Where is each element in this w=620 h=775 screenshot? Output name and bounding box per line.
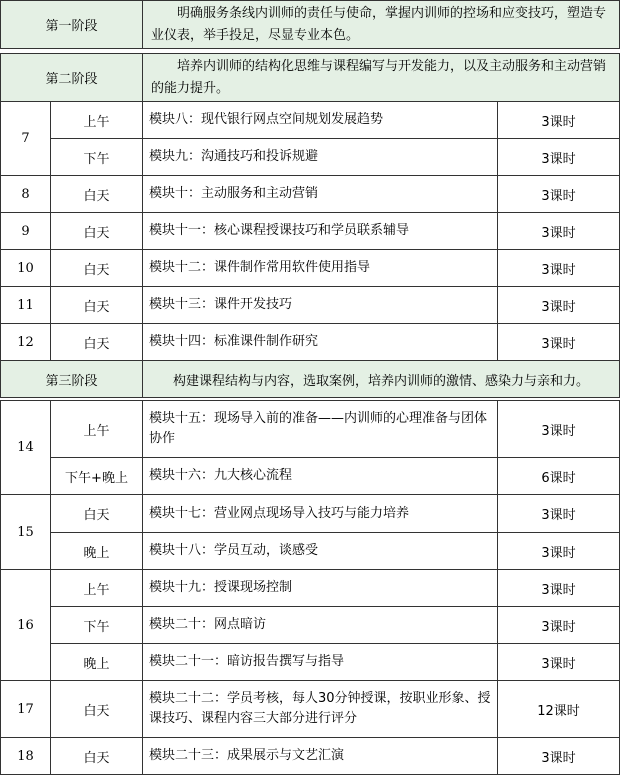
stage-description: 构建课程结构与内容，选取案例，培养内训师的激情、感染力与亲和力。: [143, 361, 620, 398]
day-cell: 12: [1, 324, 51, 361]
stage-name: 第三阶段: [1, 361, 143, 398]
module-cell: 模块十三：课件开发技巧: [143, 287, 498, 324]
time-cell: 下午: [51, 607, 143, 644]
module-cell: 模块十六：九大核心流程: [143, 458, 498, 495]
day-cell: 11: [1, 287, 51, 324]
module-cell: 模块十九：授课现场控制: [143, 570, 498, 607]
table-row: [1, 495, 620, 533]
table-row: [1, 176, 620, 213]
table-row: [1, 607, 620, 644]
time-cell: 晚上: [51, 644, 143, 681]
day-cell: 10: [1, 250, 51, 287]
day-cell: 15: [1, 495, 51, 570]
time-cell: 白天: [51, 495, 143, 533]
module-cell: 模块十七：营业网点现场导入技巧与能力培养: [143, 495, 498, 533]
day-cell: 8: [1, 176, 51, 213]
time-cell: 下午+晚上: [51, 458, 143, 495]
hours-cell: 3课时: [498, 738, 620, 775]
hours-cell: 3课时: [498, 324, 620, 361]
time-cell: 下午: [51, 139, 143, 176]
hours-cell: 3课时: [498, 495, 620, 533]
time-cell: 白天: [51, 324, 143, 361]
module-cell: 模块二十二：学员考核，每人30分钟授课，按职业形象、授课技巧、课程内容三大部分进行评分: [143, 681, 498, 738]
module-cell: 模块十四：标准课件制作研究: [143, 324, 498, 361]
module-cell: 模块十五：现场导入前的准备——内训师的心理准备与团体协作: [143, 401, 498, 458]
module-cell: 模块九：沟通技巧和投诉规避: [143, 139, 498, 176]
table-row: [1, 102, 620, 139]
schedule-table-b: [0, 400, 620, 775]
table-row: [1, 738, 620, 775]
hours-cell: 3课时: [498, 139, 620, 176]
hours-cell: 3课时: [498, 213, 620, 250]
time-cell: 白天: [51, 250, 143, 287]
time-cell: 晚上: [51, 533, 143, 570]
stage-row: [1, 54, 620, 102]
hours-cell: 3课时: [498, 607, 620, 644]
hours-cell: 3课时: [498, 287, 620, 324]
table-row: [1, 533, 620, 570]
stage-row: [1, 361, 620, 398]
module-cell: 模块二十：网点暗访: [143, 607, 498, 644]
time-cell: 白天: [51, 176, 143, 213]
hours-cell: 3课时: [498, 533, 620, 570]
table-row: [1, 250, 620, 287]
table-row: [1, 213, 620, 250]
stage-description: 明确服务条线内训师的责任与使命，掌握内训师的控场和应变技巧，塑造专业仪表，举手投足，尽显专业本色。: [143, 1, 620, 49]
module-cell: 模块十：主动服务和主动营销: [143, 176, 498, 213]
schedule-table-a: [0, 101, 620, 398]
table-row: [1, 570, 620, 607]
stage-description: 培养内训师的结构化思维与课程编写与开发能力，以及主动服务和主动营销的能力提升。: [143, 54, 620, 102]
table-row: [1, 401, 620, 458]
module-cell: 模块十一：核心课程授课技巧和学员联系辅导: [143, 213, 498, 250]
time-cell: 白天: [51, 738, 143, 775]
hours-cell: 3课时: [498, 401, 620, 458]
day-cell: 16: [1, 570, 51, 681]
table-row: [1, 458, 620, 495]
hours-cell: 3课时: [498, 176, 620, 213]
module-cell: 模块二十一：暗访报告撰写与指导: [143, 644, 498, 681]
table-row: [1, 644, 620, 681]
table-row: [1, 287, 620, 324]
hours-cell: 12课时: [498, 681, 620, 738]
day-cell: 9: [1, 213, 51, 250]
table-row: [1, 139, 620, 176]
module-cell: 模块二十三：成果展示与文艺汇演: [143, 738, 498, 775]
table-row: [1, 681, 620, 738]
time-cell: 白天: [51, 287, 143, 324]
time-cell: 白天: [51, 681, 143, 738]
stage-name: 第一阶段: [1, 1, 143, 49]
hours-cell: 3课时: [498, 250, 620, 287]
stage-2-table: [0, 53, 620, 102]
day-cell: 17: [1, 681, 51, 738]
day-cell: 18: [1, 738, 51, 775]
time-cell: 上午: [51, 570, 143, 607]
stage-row: [1, 1, 620, 49]
hours-cell: 3课时: [498, 102, 620, 139]
time-cell: 白天: [51, 213, 143, 250]
stage-name: 第二阶段: [1, 54, 143, 102]
day-cell: 14: [1, 401, 51, 495]
hours-cell: 6课时: [498, 458, 620, 495]
module-cell: 模块十二：课件制作常用软件使用指导: [143, 250, 498, 287]
hours-cell: 3课时: [498, 570, 620, 607]
time-cell: 上午: [51, 401, 143, 458]
table-row: [1, 324, 620, 361]
hours-cell: 3课时: [498, 644, 620, 681]
module-cell: 模块十八：学员互动，谈感受: [143, 533, 498, 570]
module-cell: 模块八：现代银行网点空间规划发展趋势: [143, 102, 498, 139]
stage-1-table: [0, 0, 620, 49]
time-cell: 上午: [51, 102, 143, 139]
day-cell: 7: [1, 102, 51, 176]
